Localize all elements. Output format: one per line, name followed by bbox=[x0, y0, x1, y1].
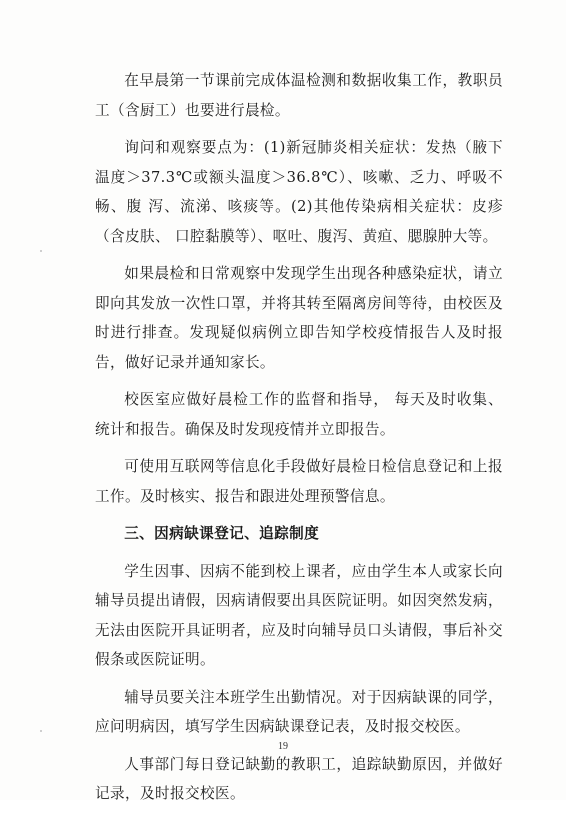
paragraph-online-reporting: 可使用互联网等信息化手段做好晨检日检信息登记和上报工作。及时核实、报告和跟进处理预警信息。 bbox=[95, 458, 503, 505]
paragraph-observation-points: 询问和观察要点为：(1)新冠肺炎相关症状：发热（腋下温度＞37.3℃或额头温度＞36.8℃）、咳嗽、乏力、呼吸不畅、腹 泻、流涕、咳痰等。(2)其他传染病相关症状：皮疹（含皮肤、 口腔黏膜等）、呕吐、腹泻、黄疸、腮腺肿大等。 bbox=[95, 139, 503, 245]
paragraph-leave-request: 学生因事、因病不能到校上课者，应由学生本人或家长向辅导员提出请假，因病请假要出具医院证明。如因突然发病，无法由医院开具证明者，应及时向辅导员口头请假，事后补交假条或医院证明。 bbox=[95, 562, 503, 668]
paragraph-morning-check: 在早晨第一节课前完成体温检测和数据收集工作，教职员工（含厨工）也要进行晨检。 bbox=[95, 72, 503, 119]
document-body bbox=[95, 66, 503, 817]
paragraph-infection-response: 如果晨检和日常观察中发现学生出现各种感染症状，请立即向其发放一次性口罩，并将其转至隔离房间等待，由校医及时进行排查。发现疑似病例立即告知学校疫情报告人及时报告，做好记录并通知家长。 bbox=[95, 265, 503, 371]
section-heading: 三、因病缺课登记、追踪制度 bbox=[124, 525, 320, 542]
paragraph-counselor-attendance: 辅导员要关注本班学生出勤情况。对于因病缺课的同学，应问明病因，填写学生因病缺课登记表，及时报交校医。 bbox=[95, 688, 503, 735]
paragraph-staff-absence: 人事部门每日登记缺勤的教职工，追踪缺勤原因，并做好记录，及时报交校医。 bbox=[95, 755, 503, 802]
scan-mark bbox=[40, 250, 42, 252]
page-number: 19 bbox=[278, 741, 288, 752]
paragraph-clinic-supervision: 校医室应做好晨检工作的监督和指导， 每天及时收集、统计和报告。确保及时发现疫情并立即报告。 bbox=[95, 391, 503, 438]
scan-mark bbox=[40, 730, 42, 732]
